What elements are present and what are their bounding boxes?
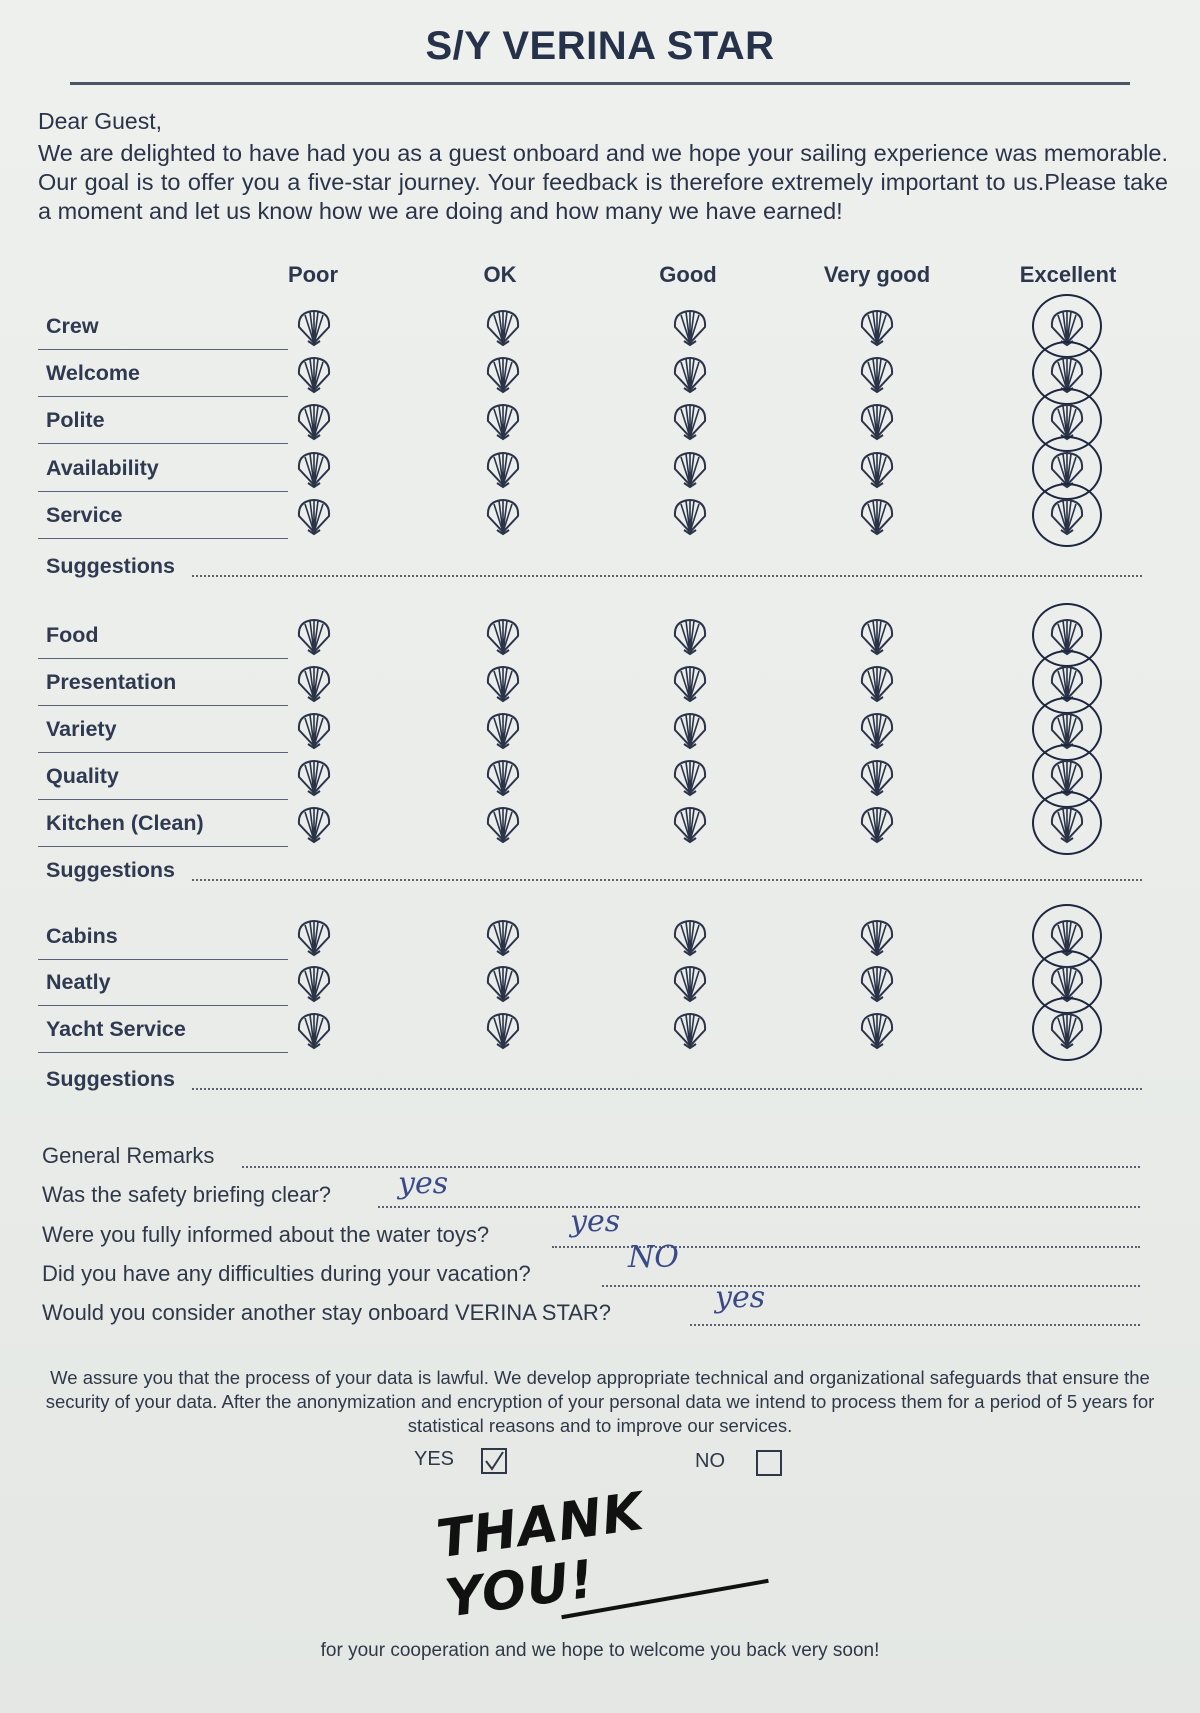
suggestions-line[interactable] bbox=[192, 575, 1142, 577]
shell-icon[interactable] bbox=[670, 963, 710, 1003]
question-label: Were you fully informed about the water toys? bbox=[42, 1222, 490, 1247]
rating-row-label: Service bbox=[46, 503, 123, 527]
rating-row-label: Welcome bbox=[46, 361, 140, 385]
shell-icon[interactable] bbox=[670, 804, 710, 844]
answer-line[interactable] bbox=[690, 1324, 1140, 1326]
rating-row-label: Polite bbox=[46, 408, 105, 432]
shell-icon[interactable] bbox=[294, 496, 334, 536]
shell-icon[interactable] bbox=[857, 616, 897, 656]
handwritten-answer: NO bbox=[628, 1240, 679, 1275]
shell-icon[interactable] bbox=[294, 710, 334, 750]
shell-icon[interactable] bbox=[294, 757, 334, 797]
consent-no-label: NO bbox=[695, 1450, 725, 1472]
shell-icon[interactable] bbox=[294, 917, 334, 957]
row-underline bbox=[38, 443, 288, 444]
row-underline bbox=[38, 1005, 288, 1006]
shell-icon[interactable] bbox=[483, 401, 523, 441]
check-mark-icon bbox=[483, 1450, 505, 1472]
greeting: Dear Guest, bbox=[38, 108, 162, 134]
shell-icon[interactable] bbox=[670, 757, 710, 797]
rating-header-poor: Poor bbox=[287, 262, 339, 287]
rating-row-label: Yacht Service bbox=[46, 1017, 186, 1041]
shell-icon[interactable] bbox=[670, 710, 710, 750]
shell-icon[interactable] bbox=[857, 963, 897, 1003]
answer-line[interactable] bbox=[242, 1166, 1140, 1168]
shell-icon[interactable] bbox=[670, 917, 710, 957]
selected-circle bbox=[1032, 997, 1102, 1061]
row-underline bbox=[38, 658, 288, 659]
shell-icon[interactable] bbox=[483, 449, 523, 489]
thank-you-text: THANK YOU! bbox=[433, 1481, 648, 1630]
consent-yes-label: YES bbox=[414, 1448, 455, 1470]
shell-icon[interactable] bbox=[857, 401, 897, 441]
row-underline bbox=[38, 349, 288, 350]
privacy-notice: We assure you that the process of your data is lawful. We develop appropriate technical and organizational safeguards that ensure the security of your data. After the anonymization and encryption of your personal data we intend to process them for a period of 5 years for statistical reasons and to improve our services. bbox=[45, 1367, 1155, 1436]
rating-row-label: Variety bbox=[46, 717, 117, 741]
shell-icon[interactable] bbox=[670, 1010, 710, 1050]
shell-icon[interactable] bbox=[483, 1010, 523, 1050]
title-divider bbox=[70, 82, 1130, 85]
consent-yes-checkbox[interactable] bbox=[481, 1448, 507, 1474]
shell-icon[interactable] bbox=[294, 354, 334, 394]
shell-icon[interactable] bbox=[294, 963, 334, 1003]
shell-icon[interactable] bbox=[483, 663, 523, 703]
handwritten-answer: yes bbox=[398, 1166, 449, 1201]
thank-you-handwriting bbox=[433, 1466, 767, 1629]
shell-icon[interactable] bbox=[294, 1010, 334, 1050]
shell-icon[interactable] bbox=[483, 804, 523, 844]
rating-row-label: Presentation bbox=[46, 670, 177, 694]
row-underline bbox=[38, 799, 288, 800]
shell-icon[interactable] bbox=[294, 307, 334, 347]
row-underline bbox=[38, 396, 288, 397]
question-label: General Remarks bbox=[42, 1143, 215, 1168]
shell-icon[interactable] bbox=[670, 663, 710, 703]
row-underline bbox=[38, 752, 288, 753]
shell-icon[interactable] bbox=[857, 307, 897, 347]
question-label: Was the safety briefing clear? bbox=[42, 1182, 331, 1207]
row-underline bbox=[38, 846, 288, 847]
shell-icon[interactable] bbox=[857, 663, 897, 703]
answer-line[interactable] bbox=[378, 1206, 1140, 1208]
shell-icon[interactable] bbox=[670, 307, 710, 347]
row-underline bbox=[38, 491, 288, 492]
shell-icon[interactable] bbox=[483, 307, 523, 347]
rating-header-ok: OK bbox=[483, 262, 517, 287]
suggestions-line[interactable] bbox=[192, 1088, 1142, 1090]
row-underline bbox=[38, 538, 288, 539]
suggestions-line[interactable] bbox=[192, 879, 1142, 881]
rating-row-label: Cabins bbox=[46, 924, 118, 948]
row-underline bbox=[38, 959, 288, 960]
shell-icon[interactable] bbox=[857, 449, 897, 489]
suggestions-label: Suggestions bbox=[46, 554, 176, 578]
form-title: S/Y VERINA STAR bbox=[425, 24, 775, 68]
rating-header-excellent: Excellent bbox=[1019, 262, 1117, 287]
shell-icon[interactable] bbox=[670, 354, 710, 394]
intro-paragraph: We are delighted to have had you as a guest onboard and we hope your sailing experience was memorable. Our goal is to offer you a five-star journey. Your feedback is therefore extremely important to us.Please take a moment and let us know how we are doing and how many we have earned! bbox=[38, 140, 1168, 224]
selected-circle bbox=[1032, 483, 1102, 547]
rating-header-good: Good bbox=[659, 262, 717, 287]
rating-row-label: Quality bbox=[46, 764, 119, 788]
rating-row-label: Neatly bbox=[46, 970, 111, 994]
shell-icon[interactable] bbox=[294, 804, 334, 844]
shell-icon[interactable] bbox=[483, 354, 523, 394]
handwritten-answer: yes bbox=[715, 1280, 766, 1315]
shell-icon[interactable] bbox=[857, 354, 897, 394]
shell-icon[interactable] bbox=[857, 1010, 897, 1050]
rating-row-label: Food bbox=[46, 623, 99, 647]
shell-icon[interactable] bbox=[857, 710, 897, 750]
shell-icon[interactable] bbox=[483, 616, 523, 656]
shell-icon[interactable] bbox=[483, 496, 523, 536]
consent-no-checkbox[interactable] bbox=[756, 1450, 782, 1476]
shell-icon[interactable] bbox=[294, 449, 334, 489]
shell-icon[interactable] bbox=[857, 917, 897, 957]
row-underline bbox=[38, 1052, 288, 1053]
closing-line: for your cooperation and we hope to welcome you back very soon! bbox=[320, 1640, 880, 1661]
shell-icon[interactable] bbox=[294, 401, 334, 441]
shell-icon[interactable] bbox=[483, 917, 523, 957]
rating-row-label: Availability bbox=[46, 456, 159, 480]
shell-icon[interactable] bbox=[294, 663, 334, 703]
handwritten-answer: yes bbox=[570, 1204, 621, 1239]
shell-icon[interactable] bbox=[483, 710, 523, 750]
suggestions-label: Suggestions bbox=[46, 858, 176, 882]
rating-row-label: Kitchen (Clean) bbox=[46, 811, 204, 835]
row-underline bbox=[38, 705, 288, 706]
shell-icon[interactable] bbox=[857, 804, 897, 844]
shell-icon[interactable] bbox=[294, 616, 334, 656]
shell-icon[interactable] bbox=[670, 449, 710, 489]
shell-icon[interactable] bbox=[670, 401, 710, 441]
question-label: Did you have any difficulties during your vacation? bbox=[42, 1261, 531, 1286]
shell-icon[interactable] bbox=[670, 616, 710, 656]
rating-header-very-good: Very good bbox=[823, 262, 931, 287]
shell-icon[interactable] bbox=[483, 757, 523, 797]
answer-line[interactable] bbox=[602, 1285, 1140, 1287]
shell-icon[interactable] bbox=[670, 496, 710, 536]
shell-icon[interactable] bbox=[857, 496, 897, 536]
question-label: Would you consider another stay onboard VERINA STAR? bbox=[42, 1300, 612, 1325]
shell-icon[interactable] bbox=[483, 963, 523, 1003]
suggestions-label: Suggestions bbox=[46, 1067, 176, 1091]
shell-icon[interactable] bbox=[857, 757, 897, 797]
selected-circle bbox=[1032, 791, 1102, 855]
rating-row-label: Crew bbox=[46, 314, 99, 338]
